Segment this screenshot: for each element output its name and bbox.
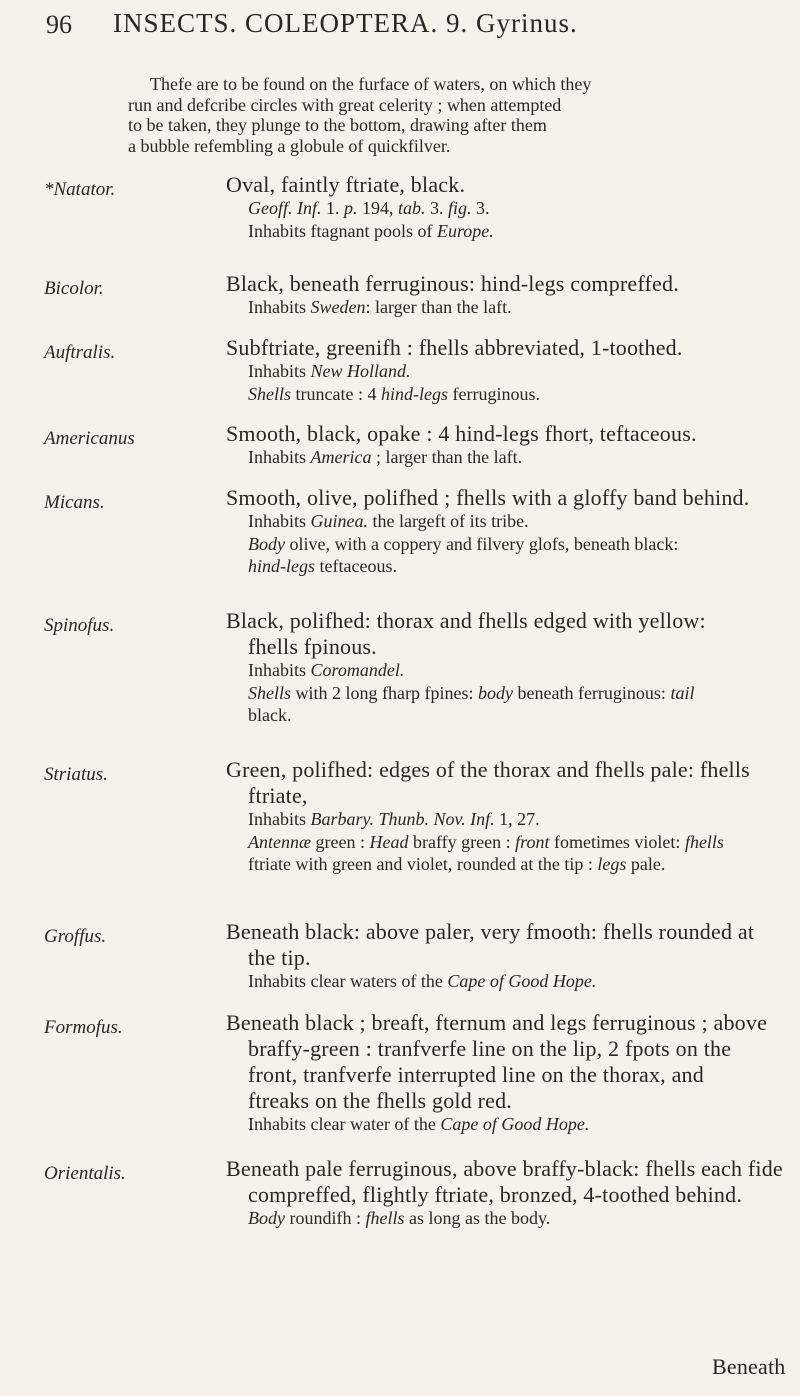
text-run: Inhabits clear water of the: [248, 1114, 441, 1134]
text-run: Cape of Good Hope.: [440, 1114, 590, 1134]
text-run: body: [477, 682, 513, 703]
text-run: fhells: [365, 1208, 405, 1228]
text-run: : larger than the laft.: [365, 297, 512, 317]
text-run: America: [310, 447, 372, 467]
species-note-line: [248, 1114, 589, 1135]
text-run: Inhabits: [248, 660, 311, 680]
species-name: Auftralis.: [44, 342, 116, 363]
text-run: ferruginous.: [447, 383, 540, 404]
species-note-line: [248, 198, 490, 219]
text-run: New Holland.: [310, 361, 411, 381]
text-run: fhells fpinous.: [248, 634, 377, 659]
text-run: Inhabits: [248, 361, 311, 381]
species-note-line: [248, 971, 596, 992]
species-note-line: [248, 1088, 512, 1114]
text-run: Head: [369, 831, 409, 852]
text-run: black.: [248, 705, 292, 725]
species-note-line: [248, 832, 724, 853]
text-run: teftaceous.: [315, 556, 397, 576]
text-run: Body: [248, 1208, 285, 1228]
species-diagnosis: [226, 757, 750, 783]
text-run: ; larger than the laft.: [371, 447, 523, 467]
text-run: 3.: [425, 198, 449, 218]
text-run: Oval, faintly ftriate, black.: [226, 172, 466, 197]
text-run: Inhabits: [248, 447, 311, 467]
species-name: Groffus.: [44, 926, 107, 947]
text-run: Beneath pale ferruginous, above braffy-black: fhells each fide: [226, 1156, 783, 1181]
species-diagnosis: [226, 335, 683, 361]
species-note-line: [248, 447, 522, 468]
text-run: Cape of Good Hope.: [447, 971, 597, 991]
text-run: Body: [248, 533, 285, 554]
text-run: ftriate,: [248, 783, 308, 808]
text-run: 3.: [471, 198, 490, 218]
text-run: ftreaks on the fhells gold red.: [248, 1088, 513, 1113]
text-run: ftriate with green and violet, rounded at the tip :: [248, 854, 598, 874]
text-run: 1, 27.: [494, 809, 540, 829]
text-run: fometimes violet:: [549, 831, 685, 852]
text-run: Subftriate, greenifh : fhells abbreviated, 1-toothed.: [226, 335, 683, 360]
species-name: Striatus.: [44, 764, 108, 785]
text-run: Antennæ: [248, 831, 311, 852]
species-name: Micans.: [44, 492, 105, 513]
species-name: Formofus.: [44, 1017, 123, 1038]
text-run: pale.: [626, 854, 666, 874]
species-diagnosis: [226, 608, 706, 634]
page-header: [46, 6, 780, 56]
species-note-line: [248, 1182, 742, 1208]
text-run: Shells: [248, 383, 291, 404]
text-run: 1.: [321, 198, 344, 218]
text-run: braffy-green : tranfverfe line on the lip, 2 fpots on the: [248, 1036, 732, 1061]
species-note-line: [248, 683, 694, 704]
text-run: Geoff. Inf.: [248, 198, 322, 218]
text-run: fig.: [448, 198, 472, 218]
species-note-line: [248, 361, 411, 382]
species-note-line: [248, 534, 678, 555]
text-run: Guinea.: [310, 511, 368, 531]
text-run: braffy green :: [408, 831, 516, 852]
text-run: olive, with a coppery and filvery glofs, beneath black:: [284, 533, 679, 554]
text-run: roundifh :: [284, 1208, 366, 1228]
text-run: legs: [597, 854, 627, 874]
text-run: hind-legs: [248, 556, 315, 576]
species-note-line: [248, 634, 377, 660]
text-run: p.: [344, 198, 358, 218]
text-run: Smooth, black, opake : 4 hind-legs fhort, teftaceous.: [226, 421, 697, 446]
text-run: Inhabits ftagnant pools of: [248, 220, 437, 241]
species-name: Orientalis.: [44, 1163, 126, 1184]
text-run: truncate : 4: [291, 383, 381, 404]
species-note-line: [248, 1062, 704, 1088]
species-diagnosis: [226, 271, 679, 297]
text-run: Beneath black: above paler, very fmooth: fhells rounded at: [226, 919, 755, 944]
text-run: 194,: [357, 198, 398, 218]
species-name: Spinofus.: [44, 615, 115, 636]
species-note-line: [248, 1036, 731, 1062]
text-run: Europe.: [436, 220, 494, 241]
text-run: front, tranfverfe interrupted line on the thorax, and: [248, 1062, 704, 1087]
text-run: the tip.: [248, 945, 311, 970]
text-run: Shells: [248, 682, 291, 703]
text-run: tab.: [398, 198, 426, 218]
text-run: green :: [311, 831, 370, 852]
text-run: Black, polifhed: thorax and fhells edged with yellow:: [226, 608, 706, 633]
text-run: Smooth, olive, polifhed ; fhells with a gloffy band behind.: [226, 485, 750, 510]
species-note-line: [248, 783, 308, 809]
species-note-line: [248, 221, 494, 242]
text-run: beneath ferruginous:: [512, 682, 671, 703]
text-run: Inhabits: [248, 809, 311, 829]
text-run: Sweden: [310, 297, 366, 317]
species-note-line: [248, 556, 397, 577]
species-note-line: [248, 660, 404, 681]
species-name: Bicolor.: [44, 278, 104, 299]
text-run: Barbary. Thunb. Nov. Inf.: [310, 809, 495, 829]
text-run: Inhabits: [248, 297, 311, 317]
intro-line: a bubble refembling a globule of quickfilver.: [128, 135, 451, 156]
text-run: Coromandel.: [310, 660, 405, 680]
text-run: front: [515, 831, 550, 852]
text-run: as long as the body.: [404, 1208, 551, 1228]
text-run: Inhabits: [248, 511, 311, 531]
species-note-line: [248, 854, 665, 875]
species-diagnosis: [226, 1010, 767, 1036]
page-number: 96: [46, 10, 72, 39]
text-run: with 2 long fharp fpines:: [291, 682, 478, 703]
species-diagnosis: [226, 485, 749, 511]
species-note-line: [248, 297, 512, 318]
catchword: Beneath: [712, 1354, 786, 1379]
text-run: Beneath black ; breaft, fternum and legs ferruginous ; above: [226, 1010, 768, 1035]
species-diagnosis: [226, 1156, 783, 1182]
text-run: fhells: [684, 831, 724, 852]
intro-line: run and defcribe circles with great celerity ; when attempted: [128, 94, 562, 115]
species-note-line: [248, 511, 529, 532]
species-name: *Natator.: [44, 179, 116, 200]
species-note-line: [248, 809, 540, 830]
text-run: Green, polifhed: edges of the thorax and fhells pale: fhells: [226, 757, 750, 782]
species-diagnosis: [226, 919, 754, 945]
text-run: tail: [670, 682, 695, 703]
intro-line: Thefe are to be found on the furface of waters, on which they: [150, 74, 592, 94]
text-run: compreffed, flightly ftriate, bronzed, 4-toothed behind.: [248, 1182, 743, 1207]
species-note-line: [248, 705, 291, 726]
text-run: Inhabits clear waters of the: [248, 971, 448, 991]
species-note-line: [248, 945, 311, 971]
species-note-line: [248, 1208, 550, 1229]
text-run: the largeft of its tribe.: [368, 511, 529, 531]
species-diagnosis: [226, 172, 465, 198]
running-head: INSECTS. COLEOPTERA. 9. Gyrinus.: [113, 8, 578, 38]
species-diagnosis: [226, 421, 697, 447]
species-note-line: [248, 384, 540, 405]
text-run: hind-legs: [380, 383, 448, 404]
species-name: Americanus: [44, 428, 135, 449]
intro-line: to be taken, they plunge to the bottom, drawing after them: [128, 115, 547, 135]
text-run: Black, beneath ferruginous: hind-legs compreffed.: [226, 271, 679, 296]
